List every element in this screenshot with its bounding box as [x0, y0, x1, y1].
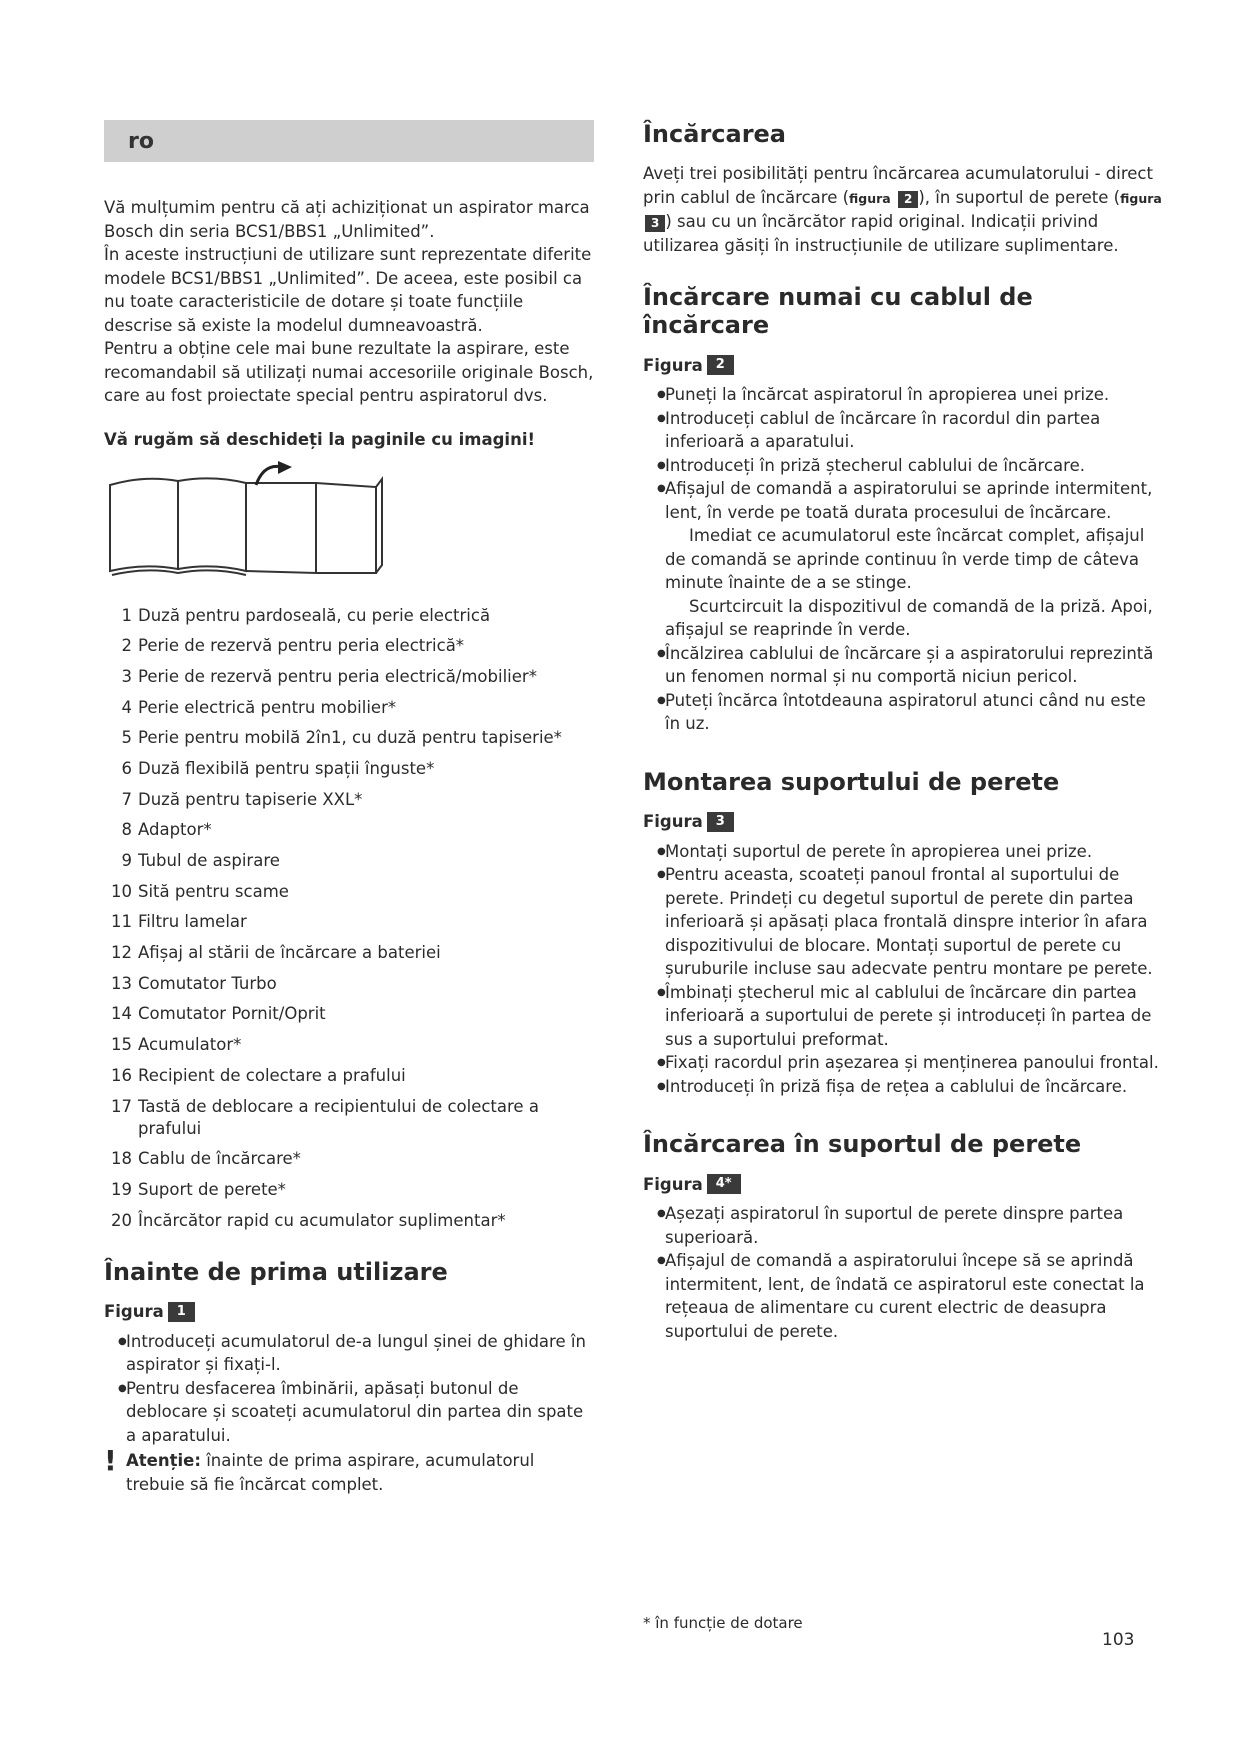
wall-mount-steps: [643, 840, 1163, 1099]
wall-charging-steps: [643, 1202, 1163, 1343]
open-book-illustration: [106, 461, 594, 585]
list-item: 19 Suport de perete*: [111, 1179, 286, 1199]
wall-mount-heading: Montarea suportului de perete: [643, 767, 1060, 796]
list-item: ● Încălzirea cablului de încărcare și a aspiratorului reprezintă un fenomen normal și nu comportă niciun pericol.: [643, 642, 1163, 689]
cable-charging-notes: [643, 642, 1163, 736]
list-item: 8 Adaptor*: [121, 820, 212, 840]
cable-charging-steps: [643, 383, 1163, 524]
list-item: 10 Sită pentru scame: [111, 881, 289, 901]
list-item: ● Introduceți în priză ștecherul cablului de încărcare.: [643, 454, 1163, 478]
exclamation-icon: !: [104, 1444, 117, 1478]
list-item: ● Îmbinați ștecherul mic al cablului de încărcare din partea inferioară a suportului de perete și introduceți în partea de sus a suportului preformat.: [643, 981, 1163, 1052]
intro-paragraph-2: În aceste instrucțiuni de utilizare sunt reprezentate diferite modele BCS1/BBS1 „Unlimited”. De aceea, este posibil ca nu toate caracteristicile de dotare și toate funcțiile descrise să existe la modelul dumneavoastră.: [104, 245, 592, 335]
charging-heading: Încărcarea: [643, 120, 787, 148]
wall-charging-heading: Încărcarea în suportul de perete: [643, 1130, 1082, 1158]
figure-label: Figura 2: [643, 355, 1163, 375]
open-pages-note: Vă rugăm să deschideți la paginile cu imagini!: [104, 429, 535, 449]
footnote: * în funcție de dotare: [643, 1614, 803, 1632]
list-item: 17 Tastă de deblocare a recipientului de colectare a prafului: [111, 1096, 539, 1138]
figure-badge: 3: [645, 215, 665, 232]
list-item: ● Afișajul de comandă a aspiratorului începe să se aprindă intermitent, lent, de îndată ce aspiratorul este conectat la rețeaua de alimentare cu curent electric de deasupra suportului de perete.: [643, 1249, 1163, 1343]
left-column: [104, 120, 594, 1496]
parts-list: [104, 605, 594, 1232]
list-item: 20 Încărcător rapid cu acumulator suplimentar*: [111, 1210, 506, 1230]
language-bar: [104, 120, 594, 162]
figure-badge: 2: [707, 355, 734, 375]
list-item: 9 Tubul de aspirare: [121, 851, 280, 870]
warning-text: înainte de prima aspirare, acumulatorul trebuie să fie încărcat complet.: [126, 1451, 535, 1494]
figure-label: Figura 3: [643, 812, 1163, 832]
language-code: ro: [128, 128, 154, 154]
list-item: 4 Perie electrică pentru mobilier*: [121, 697, 397, 717]
list-item: 3 Perie de rezervă pentru peria electrică/mobilier*: [121, 666, 537, 686]
list-item: ● Pentru aceasta, scoateți panoul frontal al suportului de perete. Prindeți cu degetul suportul de perete din partea inferioară și apăsați placa frontală dinspre interior în afara dispozitivului de blocare. Montați suportul de perete cu șuruburile incluse sau adecvate pentru montare pe perete.: [643, 863, 1163, 981]
list-item: 1 Duză pentru pardoseală, cu perie electrică: [121, 605, 491, 625]
list-item: ● Așezați aspiratorul în suportul de perete dinspre partea superioară.: [643, 1202, 1163, 1249]
list-item: 5 Perie pentru mobilă 2în1, cu duză pentru tapiserie*: [121, 728, 562, 748]
list-item: 2 Perie de rezervă pentru peria electrică*: [121, 636, 465, 656]
list-item: 12 Afișaj al stării de încărcare a bateriei: [111, 943, 441, 963]
first-use-heading: Înainte de prima utilizare: [104, 1257, 448, 1286]
first-use-steps: [104, 1330, 594, 1448]
warning-label: Atenție:: [126, 1451, 201, 1471]
list-item: ● Puneți la încărcat aspiratorul în apropierea unei prize.: [643, 383, 1163, 407]
list-item: ● Pentru desfacerea îmbinării, apăsați butonul de deblocare și scoateți acumulatorul din partea din spate a aparatului.: [104, 1377, 594, 1448]
cable-charging-heading: Încărcare numai cu cablul de încărcare: [643, 283, 1033, 339]
figure-label: Figura 1: [104, 1302, 594, 1322]
intro-paragraph-3: Pentru a obține cele mai bune rezultate la aspirare, este recomandabil să utilizați numai accesoriile originale Bosch, care au fost proiectate special pentru aspiratorul dvs.: [104, 339, 594, 405]
list-item: 16 Recipient de colectare a prafului: [111, 1065, 406, 1085]
list-item: ● Montați suportul de perete în apropierea unei prize.: [643, 840, 1163, 864]
list-item: 11 Filtru lamelar: [111, 912, 247, 932]
warning-note: [104, 1444, 594, 1496]
figure-label: Figura 4*: [643, 1174, 1163, 1194]
right-column: [643, 120, 1163, 1343]
list-item: 15 Acumulator*: [111, 1035, 242, 1055]
list-item: 14 Comutator Pornit/Oprit: [111, 1004, 326, 1024]
list-item: 7 Duză pentru tapiserie XXL*: [121, 789, 363, 809]
list-item: 6 Duză flexibilă pentru spații înguste*: [121, 758, 435, 778]
figure-badge: 3: [707, 812, 734, 832]
page-number: 103: [1102, 1630, 1135, 1650]
list-item: ● Fixați racordul prin așezarea și menținerea panoului frontal.: [643, 1051, 1163, 1075]
list-item: ● Introduceți cablul de încărcare în racordul din partea inferioară a aparatului.: [643, 407, 1163, 454]
list-item: ● Introduceți acumulatorul de-a lungul șinei de ghidare în aspirator și fixați-l.: [104, 1330, 594, 1377]
figure-badge: 2: [898, 191, 918, 208]
figure-badge: 1: [168, 1302, 195, 1322]
list-item: ● Introduceți în priză fișa de rețea a cablului de încărcare.: [643, 1075, 1163, 1099]
intro-paragraph-1: Vă mulțumim pentru că ați achiziționat un aspirator marca Bosch din seria BCS1/BBS1 „Unlimited”.: [104, 198, 590, 241]
intro-text: [104, 196, 594, 408]
list-item: ● Puteți încărca întotdeauna aspiratorul atunci când nu este în uz.: [643, 689, 1163, 736]
charging-intro: Aveți trei posibilități pentru încărcarea acumulatorului - direct prin cablul de încărcare (figura 2 ), în suportul de perete (figura 3 ) sau cu un încărcător rapid original. Indicații privind utilizarea găsiți în instrucțiunile de utilizare suplimentare.: [643, 164, 1162, 255]
charged-paragraph: Imediat ce acumulatorul este încărcat complet, afișajul de comandă se aprinde continuu în verde timp de câteva minute înainte de a se stinge.: [665, 526, 1145, 592]
short-circuit-paragraph: Scurtcircuit la dispozitivul de comandă de la priză. Apoi, afișajul se reaprinde în verde.: [665, 596, 1153, 639]
list-item: ● Afișajul de comandă a aspiratorului se aprinde intermitent, lent, în verde pe toată durata procesului de încărcare.: [643, 477, 1163, 524]
book-icon: [106, 461, 416, 581]
list-item: 18 Cablu de încărcare*: [111, 1149, 301, 1169]
list-item: 13 Comutator Turbo: [111, 973, 277, 993]
figure-badge: 4*: [707, 1174, 741, 1194]
